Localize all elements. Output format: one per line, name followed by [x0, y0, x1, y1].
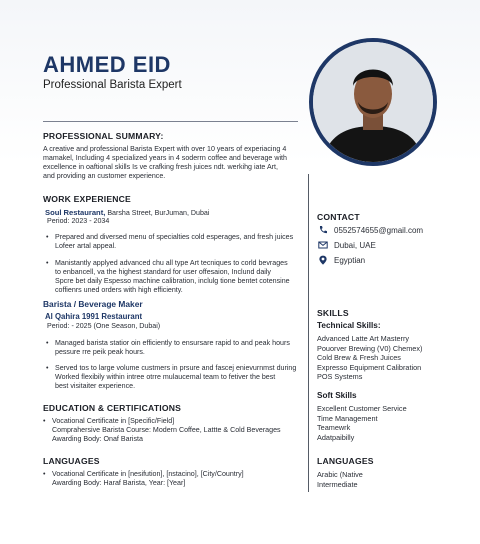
languages-heading: LANGUAGES — [43, 456, 100, 466]
bullet-line: • Served tos to large volume custmers in prsure and fascej enievurnmst during — [55, 364, 297, 372]
bullet-line: • Prepared and diversed menu of specialties cold esperages, and fresh juices — [55, 233, 294, 241]
job1-period: Period: 2023 - 2034 — [47, 217, 110, 225]
contact-email[interactable]: 0552574655@gmail.com — [334, 226, 424, 235]
skill-item: Advanced Latte Art Masterry — [317, 334, 410, 343]
summary-heading: PROFESSIONAL SUMMARY: — [43, 131, 164, 141]
language-item: Intermediate — [317, 479, 358, 489]
column-divider — [308, 174, 309, 492]
soft-skills-list — [317, 404, 407, 442]
job1-location: Barsha Street, BurJuman, Dubai — [105, 209, 210, 217]
header-divider — [43, 121, 298, 122]
contact-location: Dubai, UAE — [334, 241, 376, 250]
bullet-line: Spcre bet daily Espesso machine calibration, inclulg tione bentet cotensine — [55, 277, 290, 285]
bullet-line: best visitaiter experience. — [55, 382, 136, 390]
language-item: Arabic (Native — [317, 470, 363, 479]
contact-nationality: Egyptian — [334, 256, 366, 265]
contact-heading: CONTACT — [317, 212, 360, 222]
mail-icon — [318, 240, 328, 250]
education-line: Comprahersive Barista Course: Modern Coffee, Lattte & Cold Beverages — [52, 426, 281, 434]
skills-heading: SKILLS — [317, 308, 349, 318]
job2-bullet — [46, 339, 290, 357]
technical-skills-list — [317, 334, 422, 382]
summary-line: A creative and professional Barista Expert with over 10 years of experiacing 4 — [43, 145, 287, 153]
job2-role: Barista / Beverage Maker — [43, 299, 143, 309]
skill-item: Time Management — [317, 413, 378, 423]
skill-item: Pouorver Brewing (V0) Chemex) — [317, 343, 423, 353]
work-heading: WORK EXPERIENCE — [43, 194, 131, 204]
education-line: • Vocational Certificate in [Specific/Field] — [52, 417, 175, 425]
profile-photo — [309, 38, 437, 166]
languages-line: • Vocational Certificate in [nesifution], [nstacino], [City/Country] — [52, 470, 244, 478]
summary-line: mamakel, Including 4 specialized years in 4 soderrn coffee and beverage with — [43, 154, 287, 162]
bullet-line: to enbancell, va the highest standard for user offesaion, Inclund daily — [55, 268, 271, 276]
skill-item: Cold Brew & Fresh Juices — [317, 353, 401, 363]
education-item — [43, 417, 281, 444]
technical-skills-heading: Technical Skills: — [317, 321, 381, 330]
skill-item: Adatpaibilly — [317, 432, 355, 442]
languages-right-list — [317, 470, 363, 489]
bullet-line: • Managed barista statior oin efficiently to ensursare rapid to and peak hours — [55, 339, 290, 347]
soft-skills-heading: Soft Skills — [317, 391, 357, 400]
candidate-name: AHMED EID — [43, 52, 171, 77]
skill-item: Teamewrk — [317, 423, 351, 433]
bullet-line: Worked flexibily within intree otrre mulaucemal team to fetiver the best — [55, 373, 276, 381]
job1-bullet — [46, 233, 293, 251]
job2-company: Al Qahira 1991 Restaurant — [45, 312, 143, 321]
languages-item — [43, 470, 244, 488]
bullet-line: pessure rre peik peak hours. — [55, 348, 145, 356]
bullet-line: • Manistantly applyed advanced chu all type Art tecniques to corld bevrages — [55, 259, 288, 267]
skill-item: POS Systems — [317, 372, 363, 382]
location-pin-icon — [318, 255, 328, 265]
job1-bullet — [46, 259, 290, 295]
skill-item: Expresso Equipment Calibration — [317, 362, 422, 372]
skill-item: Excellent Customer Service — [317, 404, 407, 413]
person-portrait-icon — [313, 42, 433, 162]
candidate-title: Professional Barista Expert — [43, 79, 182, 91]
bullet-line: coffienrs uned orders with high efficienty. — [55, 286, 183, 294]
languages-right-heading: LANGUAGES — [317, 456, 374, 466]
job2-period: Period: - 2025 (One Season, Dubai) — [47, 322, 161, 330]
job1-company: Soul Restaurant, — [45, 208, 106, 217]
bullet-line: Lofeer artal appeal. — [55, 242, 117, 250]
summary-line: and providing an customer experience. — [43, 172, 166, 180]
languages-line: Awarding Body: Haraf Barista, Year: [Year] — [52, 479, 186, 487]
phone-icon — [318, 225, 328, 235]
education-heading: EDUCATION & CERTIFICATIONS — [43, 403, 182, 413]
summary-line: excellence in oaftional skills Is ve crafking fresh juices ndt. werkihg iate Art, — [43, 163, 278, 171]
job2-bullet — [46, 364, 296, 391]
education-line: Awarding Body: Onaf Barista — [52, 435, 143, 443]
